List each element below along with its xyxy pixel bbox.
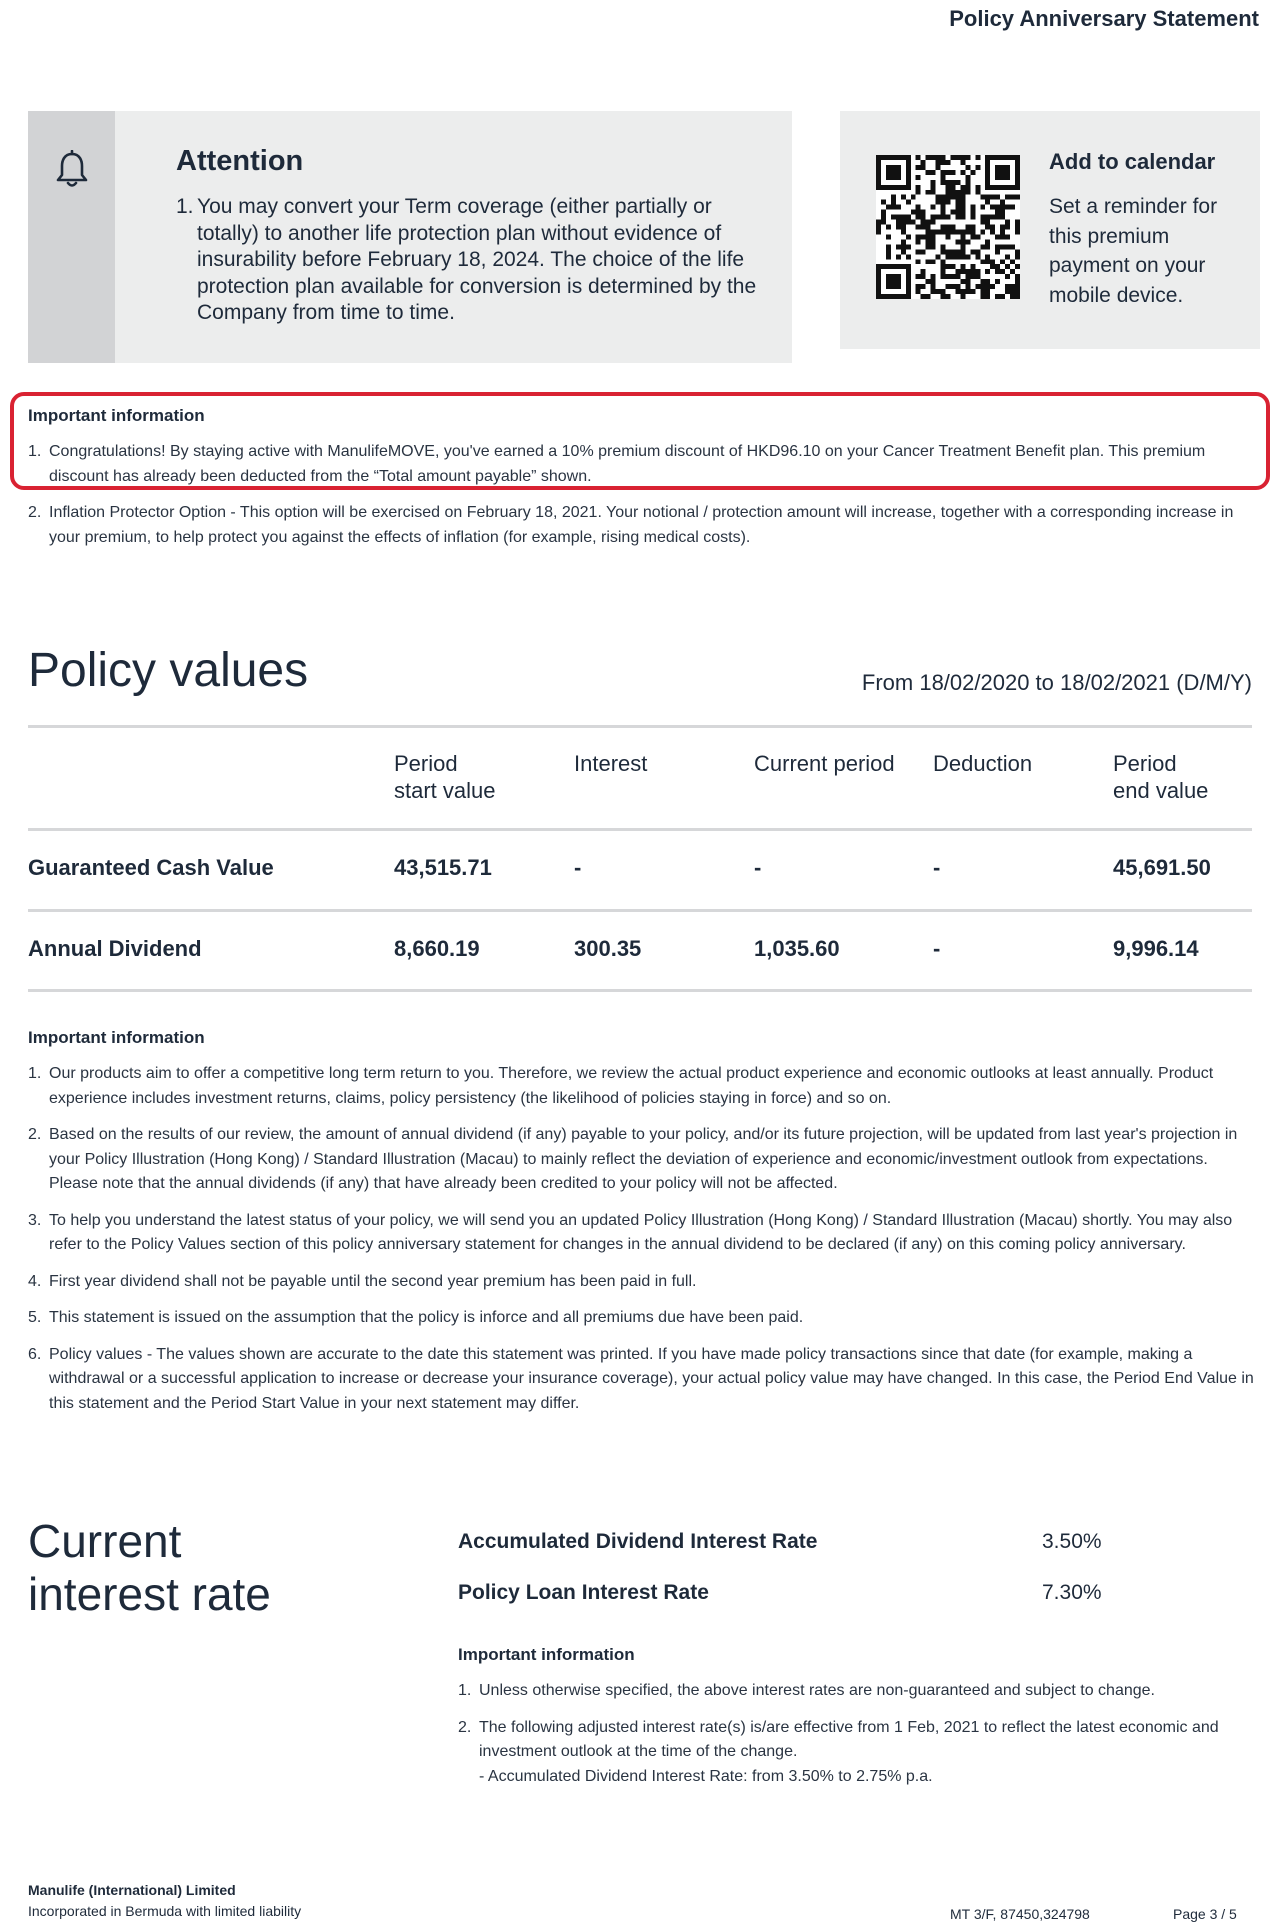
table-cell: - xyxy=(933,936,941,961)
column-header-line: Period xyxy=(1113,751,1177,776)
item-number: 3. xyxy=(28,1211,42,1229)
list-item xyxy=(28,1270,1260,1295)
rate-value: 3.50% xyxy=(1042,1530,1102,1553)
calendar-qr-code[interactable] xyxy=(876,155,1020,299)
document-title: Policy Anniversary Statement xyxy=(949,6,1259,31)
item-number: 1. xyxy=(458,1682,472,1699)
page-number: Page 3 / 5 xyxy=(1173,1906,1237,1922)
column-header-interest: Interest xyxy=(574,751,648,776)
column-header-line: Period xyxy=(394,751,458,776)
item-text: You may convert your Term coverage (either partially or totally) to another life protection plan without evidence of insurability before February 18, 2024. The choice of the life protection plan available for conversion is determined by the Company from time to time. xyxy=(197,195,757,324)
attention-list xyxy=(176,194,766,327)
column-header-line: end value xyxy=(1113,778,1209,803)
important-info-list xyxy=(458,1679,1238,1801)
list-item xyxy=(458,1716,1238,1790)
item-text: Unless otherwise specified, the above interest rates are non-guaranteed and subject to change. xyxy=(479,1682,1155,1699)
list-item xyxy=(28,1062,1260,1111)
item-number: 6. xyxy=(28,1345,42,1363)
table-cell: 43,515.71 xyxy=(394,855,492,880)
item-subtext: - Accumulated Dividend Interest Rate: from 3.50% to 2.75% p.a. xyxy=(479,1767,933,1785)
table-cell: - xyxy=(933,855,941,880)
item-text: Congratulations! By staying active with ManulifeMOVE, you've earned a 10% premium discount of HKD96.10 on your Cancer Treatment Benefit plan. This premium discount has already been deducted from the “Total amount payable” shown. xyxy=(49,443,1206,485)
divider xyxy=(28,725,1252,728)
footer-incorporated: Incorporated in Bermuda with limited liability xyxy=(28,1903,302,1919)
item-text: First year dividend shall not be payable until the second year premium has been paid in full. xyxy=(49,1272,697,1290)
table-cell: 45,691.50 xyxy=(1113,855,1211,880)
item-text: Inflation Protector Option - This option will be exercised on February 18, 2021. Your notional / protection amount will increase, together with a corresponding increase in your premium, to help protect you against the effects of inflation (for example, rising medical costs). xyxy=(49,504,1234,546)
list-item xyxy=(28,1306,1260,1331)
attention-item xyxy=(176,194,766,327)
item-text: The following adjusted interest rate(s) is/are effective from 1 Feb, 2021 to reflect the latest economic and investment outlook at the time of the change. xyxy=(479,1718,1219,1760)
column-header-end xyxy=(1113,750,1208,804)
table-cell: - xyxy=(754,855,762,880)
item-number: 1. xyxy=(28,1065,42,1082)
table-row-label: Guaranteed Cash Value xyxy=(28,855,274,880)
item-text: To help you understand the latest status of your policy, we will send you an updated Policy Illustration (Hong Kong) / Standard Illustration (Macau) shortly. You may also refer to the Policy Values section of this policy anniversary statement for changes in the annual dividend to be declared (if any) on this coming policy anniversary. xyxy=(49,1211,1233,1253)
item-number: 1. xyxy=(28,443,42,460)
table-row-label: Annual Dividend xyxy=(28,936,202,961)
item-text: Policy values - The values shown are accurate to the date this statement was printed. If you have made policy transactions since that date (for example, making a withdrawal or a successful application to increase or decrease your insurance coverage), your actual policy value may have changed. In this case, the Period End Value in this statement and the Period Start Value in your next statement may differ. xyxy=(49,1345,1254,1412)
list-item xyxy=(28,1123,1260,1197)
list-item xyxy=(458,1679,1238,1704)
attention-title: Attention xyxy=(176,145,304,177)
rate-label: Accumulated Dividend Interest Rate xyxy=(458,1530,818,1553)
rate-label: Policy Loan Interest Rate xyxy=(458,1581,709,1604)
item-text: This statement is issued on the assumption that the policy is inforce and all premiums due have been paid. xyxy=(49,1309,804,1326)
table-cell: 8,660.19 xyxy=(394,936,480,961)
item-text: Our products aim to offer a competitive long term return to you. Therefore, we review the actual product experience and economic outlooks at least annually. Product experience includes investment returns, claims, policy persistency (the likelihood of policies staying in force) and so on. xyxy=(49,1065,1214,1107)
column-header-line: start value xyxy=(394,778,496,803)
calendar-text: Set a reminder for this premium payment on your mobile device. xyxy=(1049,195,1218,307)
list-item xyxy=(28,501,1260,550)
important-info-label: Important information xyxy=(28,1028,205,1047)
interest-title-line: Current xyxy=(28,1515,182,1567)
item-number: 4. xyxy=(28,1272,42,1290)
interest-title-line: interest rate xyxy=(28,1568,271,1620)
table-cell: 1,035.60 xyxy=(754,936,840,961)
item-number: 2. xyxy=(458,1718,472,1736)
important-info-list xyxy=(28,1062,1260,1428)
bell-icon xyxy=(55,150,89,190)
calendar-title: Add to calendar xyxy=(1049,149,1216,174)
item-number: 2. xyxy=(28,504,42,521)
list-item xyxy=(28,1209,1260,1258)
item-number: 5. xyxy=(28,1309,42,1326)
important-info-label: Important information xyxy=(458,1645,635,1664)
item-number: 2. xyxy=(28,1126,42,1143)
important-info-label: Important information xyxy=(28,406,205,425)
interest-rate-title xyxy=(28,1515,271,1621)
divider xyxy=(28,828,1252,831)
important-info-list xyxy=(28,440,1260,562)
attention-icon-strip xyxy=(28,111,115,363)
footer-reference: MT 3/F, 87450,324798 xyxy=(950,1906,1090,1922)
item-text: Based on the results of our review, the amount of annual dividend (if any) payable to your policy, and/or its future projection, will be updated from last year's projection in your Policy Illustration (Hong Kong) / Standard Illustration (Macau) to mainly reflect the deviation of experience and economic/investment outlook from expectations. Please note that the annual dividends (if any) that have already been credited to your policy will not be affected. xyxy=(49,1126,1238,1192)
column-header-current: Current period xyxy=(754,751,895,776)
divider xyxy=(28,909,1252,912)
table-cell: 9,996.14 xyxy=(1113,936,1199,961)
table-cell: 300.35 xyxy=(574,936,642,961)
item-number: 1. xyxy=(176,195,194,218)
divider xyxy=(28,989,1252,992)
policy-values-period: From 18/02/2020 to 18/02/2021 (D/M/Y) xyxy=(861,670,1252,695)
list-item xyxy=(28,440,1260,489)
column-header-deduction: Deduction xyxy=(933,751,1033,776)
policy-values-title: Policy values xyxy=(28,644,309,697)
column-header-start xyxy=(394,750,496,804)
footer-company: Manulife (International) Limited xyxy=(28,1882,236,1898)
rate-value: 7.30% xyxy=(1042,1581,1102,1604)
list-item xyxy=(28,1343,1260,1417)
table-cell: - xyxy=(574,855,582,880)
